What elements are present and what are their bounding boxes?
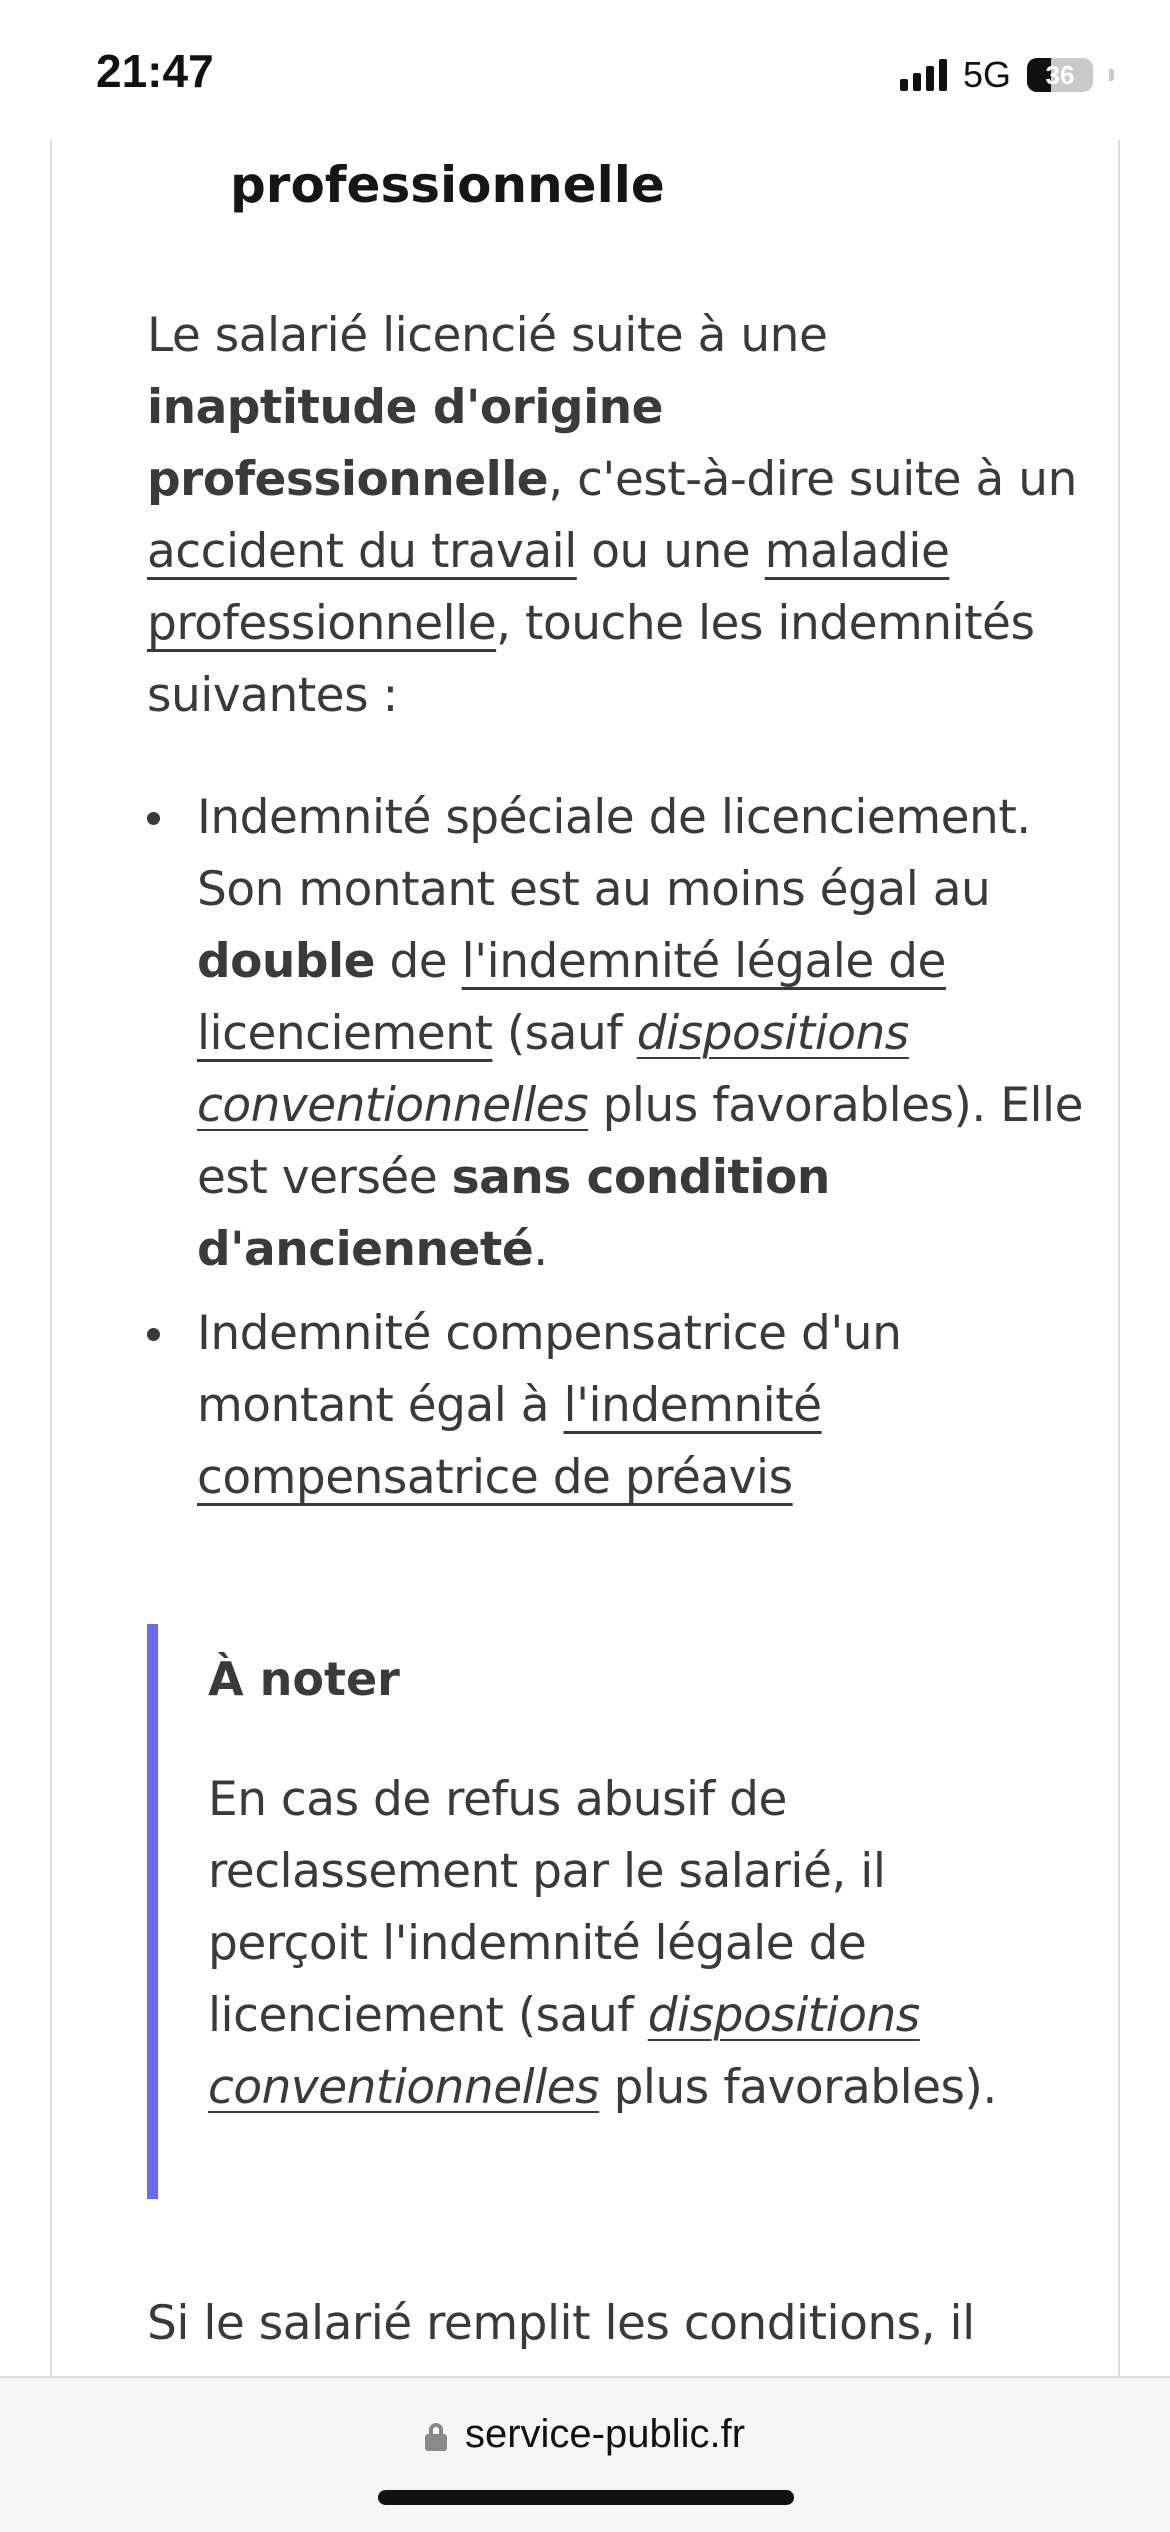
intro-text: , touche les indemnités suivantes : bbox=[147, 596, 1035, 723]
note-text: En cas de refus abusif de reclassement par le salarié, il perçoit l'indemnité légale de licenciement (sauf bbox=[208, 1772, 886, 2043]
accident-du-travail-link[interactable]: accident du travail bbox=[147, 524, 577, 579]
section-title: professionnelle bbox=[230, 156, 665, 214]
intro-text: ou une bbox=[576, 524, 765, 579]
url-text[interactable]: service-public.fr bbox=[464, 2412, 746, 2456]
battery-tip bbox=[1109, 69, 1114, 81]
list-item-text: Indemnité compensatrice d'un montant égal à bbox=[197, 1306, 902, 1433]
list-item bbox=[147, 1298, 1087, 1514]
network-type: 5G bbox=[962, 54, 1011, 95]
indemnite-compensatrice-preavis-link[interactable]: l'indemnité compensatrice de préavis bbox=[197, 1378, 822, 1505]
note-title: À noter bbox=[208, 1652, 400, 1706]
indemnities-list bbox=[147, 782, 1087, 1526]
indemnite-legale-link[interactable]: l'indemnité légale de licenciement bbox=[197, 934, 946, 1061]
bullet-icon bbox=[147, 812, 160, 825]
status-bar bbox=[0, 0, 1170, 140]
dispositions-conventionnelles-link[interactable]: dispositions conventionnelles bbox=[197, 1006, 909, 1133]
list-item-text: de bbox=[375, 934, 462, 989]
note-text: plus favorables). bbox=[599, 2060, 997, 2115]
home-indicator[interactable] bbox=[378, 2490, 794, 2505]
next-paragraph: Si le salarié remplit les conditions, il bbox=[147, 2296, 975, 2351]
list-item-bold: sans condition d'ancienneté bbox=[197, 1150, 830, 1277]
battery-percent: 36 bbox=[1045, 60, 1075, 90]
article-content bbox=[50, 140, 1120, 2380]
browser-address-bar[interactable] bbox=[0, 2376, 1170, 2532]
list-item-text: (sauf bbox=[492, 1006, 637, 1061]
battery-icon bbox=[1027, 58, 1093, 92]
bullet-icon bbox=[147, 1328, 160, 1341]
intro-text: Le salarié licencié suite à une bbox=[147, 308, 828, 363]
list-item bbox=[147, 782, 1087, 1286]
cellular-signal-icon bbox=[900, 59, 947, 91]
list-item-text: plus favorables). Elle est versée bbox=[197, 1078, 1083, 1205]
lock-icon bbox=[425, 2423, 447, 2451]
list-item-text: Indemnité spéciale de licenciement. Son montant est au moins égal au bbox=[197, 790, 1031, 917]
list-item-bold: double bbox=[197, 934, 376, 989]
status-icons bbox=[900, 54, 1114, 96]
status-time: 21:47 bbox=[96, 45, 214, 97]
url-display[interactable] bbox=[0, 2412, 1170, 2457]
note-dispositions-link[interactable]: dispositions conventionnelles bbox=[208, 1988, 920, 2115]
intro-paragraph bbox=[147, 300, 1087, 732]
note-callout bbox=[147, 1624, 1057, 2199]
intro-bold: inaptitude d'origine professionnelle bbox=[147, 380, 664, 507]
list-item-text: . bbox=[533, 1222, 548, 1277]
maladie-professionnelle-link[interactable]: maladie professionnelle bbox=[147, 524, 950, 651]
note-body bbox=[208, 1764, 1028, 2124]
intro-text: , c'est-à-dire suite à un bbox=[548, 452, 1077, 507]
